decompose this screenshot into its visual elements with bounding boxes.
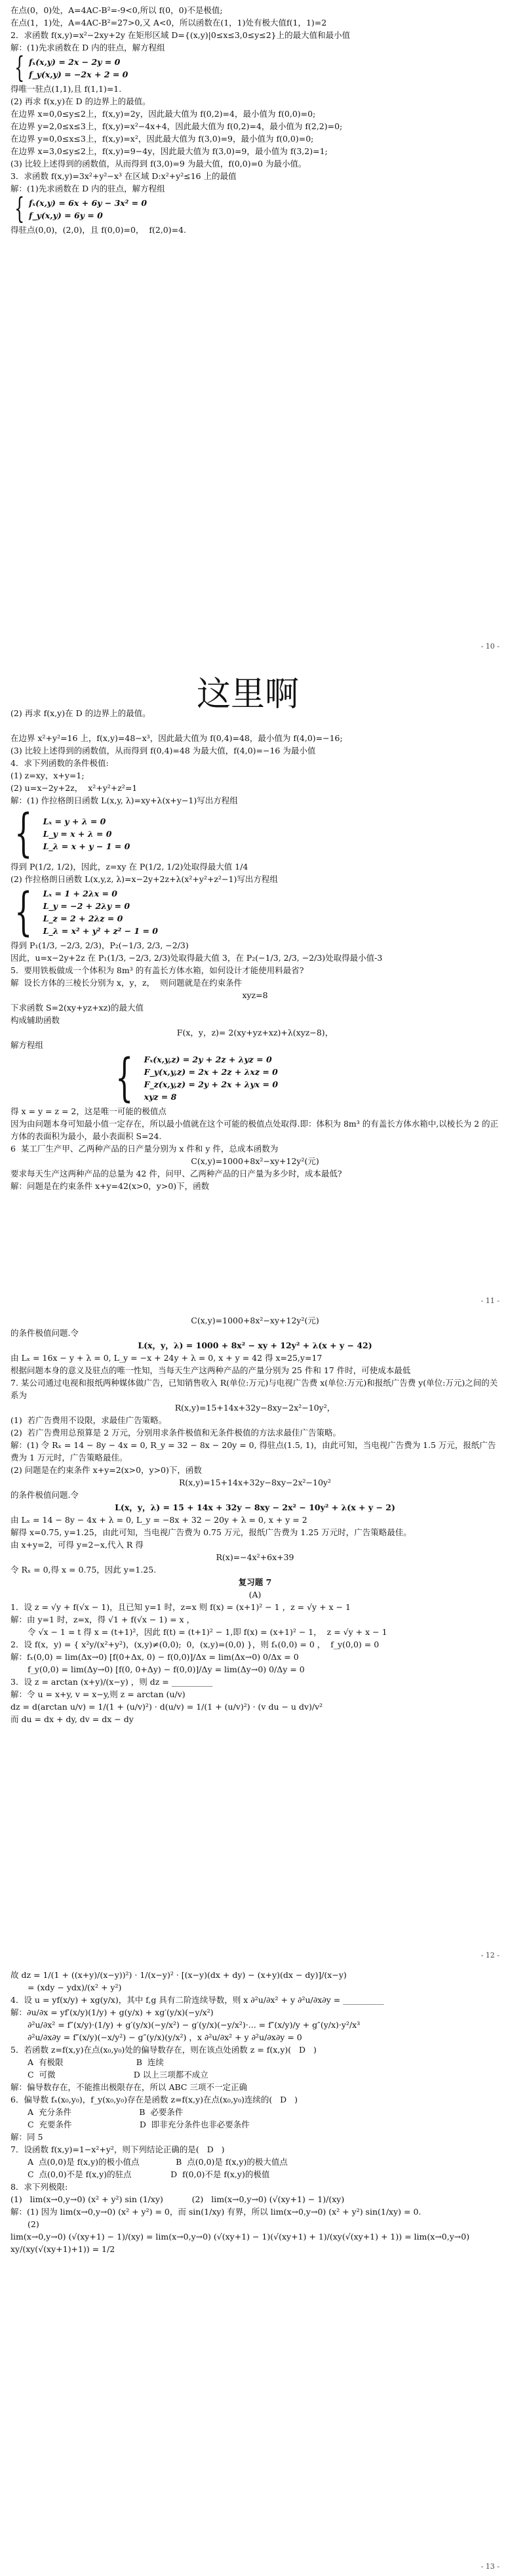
text-line: C(x,y)=1000+8x²−xy+12y²(元) (191, 1316, 319, 1325)
text-line: 7．设函数 f(x,y)=1−x²+y²，则下列结论正确的是( D ) (10, 2144, 225, 2154)
text-line: 解：同 5 (10, 2132, 43, 2142)
text-line: 解：(1)先求函数在 D 内的驻点，解方程组 (10, 43, 165, 52)
brace-glyph: { (14, 883, 33, 942)
equation-system (14, 51, 500, 85)
equation-line: L_λ = x + y − 1 = 0 (43, 841, 130, 851)
text-line: 而 du = dx + dy, dv = dx − dy (10, 1714, 134, 1724)
text-line: 解得 x=0.75, y=1.25，由此可知，当电视广告费为 0.75 万元，报纸广告费为 1.25 万元时，广告策略最佳。 (10, 1527, 412, 1537)
text-line: 由 x+y=2，可得 y=2−x,代入 R 得 (10, 1540, 144, 1550)
text-line: 的条件极值问题.令 (10, 1490, 79, 1500)
page-p10 (0, 0, 510, 656)
equation-line: f_y(x,y) = 6y = 0 (29, 211, 103, 220)
brace-glyph: { (14, 51, 25, 85)
page-body (0, 656, 510, 1192)
brace-glyph: { (14, 192, 25, 226)
text-line: (2) 作拉格朗日函数 L(x,y,z, λ)=x−2y+2z+λ(x²+y²+z²−1)写出方程组 (10, 874, 278, 884)
text-line: xyz=8 (242, 990, 268, 1000)
equation-line: L_y = x + λ = 0 (43, 828, 112, 839)
text-line: 解：fₓ(0,0) = lim(Δx→0) [f(0+Δx, 0) − f(0,0)]/Δx = lim(Δx→0) 0/Δx = 0 (10, 1652, 299, 1662)
page-body (0, 0, 510, 236)
text-line: (1) z=xy，x+y=1; (10, 771, 85, 780)
text-line (10, 719, 500, 732)
text-line: 3．求函数 f(x,y)=3x²+y²−x³ 在区域 D:x²+y²≤16 上的最值 (10, 171, 237, 181)
text-line: C(x,y)=1000+8x²−xy+12y²(元) (191, 1156, 319, 1166)
text-line: 的条件极值问题.令 (10, 1328, 79, 1338)
text-line: 5．若函数 z=f(x,y)在点(x₀,y₀)处的偏导数存在，则在该点处函数 z = f(x,y)( D ) (10, 2045, 317, 2055)
text-line: 解：令 u = x+y, v = x−y,则 z = arctan (u/v) (10, 1689, 186, 1699)
equation-system (14, 804, 500, 863)
text-line: (2) u=x−2y+2z， x²+y²+z²=1 (10, 783, 138, 793)
text-line: 6．偏导数 fₓ(x₀,y₀)，f_y(x₀,y₀)存在是函数 z=f(x,y)在点(x₀,y₀)连续的( D ) (10, 2095, 298, 2104)
text-line: 得唯一驻点(1,1),且 f(1,1)=1. (10, 84, 122, 94)
text-line: A 点(0,0)是 f(x,y)的极小值点 B 点(0,0)是 f(x,y)的极大值点 (28, 2157, 288, 2167)
text-line: 1．设 z = √y + f(√x − 1)，且已知 y=1 时，z=x 则 f(x) = (x+1)² − 1 ，z = √y + x − 1 (10, 1602, 351, 1612)
text-line: dz = d(arctan u/v) = 1/(1 + (u/v)²) · d(u/v) = 1/(1 + (u/v)²) · (v du − u dv)/v² (10, 1702, 323, 1712)
text-line: 复习题 7 (238, 1577, 272, 1587)
text-line: = (xdy − ydx)/(x² + y²) (28, 1982, 122, 1992)
text-line: 在边界 y=0,0≤x≤3上，f(x,y)=x²，因此最大值为 f(3,0)=9，最小值为 f(0,0)=0; (10, 134, 314, 144)
equation-line: L_y = −2 + 2λy = 0 (43, 901, 130, 911)
text-line: 在边界 x=3,0≤y≤2上，f(x,y)=9−4y，因此最大值为 f(3,0)=9，最小值为 f(3,2)=1; (10, 146, 328, 156)
text-line: 解：∂u/∂x = yf′(x/y)(1/y) + g(y/x) + xg′(y/x)(−y/x²) (10, 2007, 214, 2017)
text-line: 由 Lₓ = 16x − y + λ = 0, L_y = −x + 24y + λ = 0, x + y = 42 得 x=25,y=17 (10, 1353, 323, 1363)
equation-system (14, 883, 500, 942)
text-line: C 充要条件 D 即非充分条件也非必要条件 (28, 2120, 250, 2129)
page-p13 (0, 1965, 510, 2576)
text-line: (1) lim(x→0,y→0) (x² + y²) sin (1/xy) (2) lim(x→0,y→0) (√(xy+1) − 1)/(xy) (10, 2194, 345, 2204)
text-line: L(x，y，λ) = 15 + 14x + 32y − 8xy − 2x² − 10y² + λ(x + y − 2) (115, 1502, 395, 1512)
text-line: L(x，y，λ) = 1000 + 8x² − xy + 12y² + λ(x + y − 42) (138, 1340, 372, 1350)
text-line: C 点(0,0)不是 f(x,y)的驻点 D f(0,0)不是 f(x,y)的极值 (28, 2169, 270, 2179)
text-line: (2) (28, 2219, 39, 2229)
text-line: (A) (248, 1590, 262, 1600)
text-line: 故 dz = 1/(1 + ((x+y)/(x−y))²) · 1/(x−y)² · [(x−y)(dx + dy) − (x+y)(dx − dy)]/(x−y) (10, 1970, 347, 1980)
text-line: f_y(0,0) = lim(Δy→0) [f(0, 0+Δy) − f(0,0)]/Δy = lim(Δy→0) 0/Δy = 0 (28, 1664, 305, 1674)
page-body (0, 1965, 510, 2255)
text-line: (2) 再求 f(x,y)在 D 的边界上的最值。 (10, 96, 151, 106)
page-number: - 10 - (481, 642, 500, 651)
equation-line: Lₓ = 1 + 2λx = 0 (43, 889, 117, 898)
text-line: (3) 比较上述得到的函数值，从而得到 f(0,4)=48 为最大值，f(4,0)=−16 为最小值 (10, 746, 316, 755)
text-line: ∂²u/∂x∂y = f″(x/y)(−x/y²) − g″(y/x)(y/x²) ，x ∂²u/∂x² + y ∂²u/∂x∂y = 0 (28, 2032, 302, 2042)
equation-line: L_z = 2 + 2λz = 0 (43, 914, 123, 923)
page-number: - 12 - (481, 1951, 500, 1960)
text-line: 因为由问题本身可知最小值一定存在，所以最小值就在这个可能的极值点处取得.即：体积为 8m³ 的有盖长方体水箱中,以棱长为 2 的正方体的表面积为最小，最小表面积 S=24. (10, 1119, 499, 1141)
text-line: 解：由 y=1 时，z=x，得 √1 + f(√x − 1) = x ， (10, 1615, 195, 1624)
text-line: R(x)=−4x²+6x+39 (216, 1552, 294, 1562)
text-line: 7. 某公司通过电视和报纸两种媒体做广告，已知销售收入 R(单位:万元)与电视广告费 x(单位:万元)和报纸广告费 y(单位:万元)之间的关系为 (10, 1378, 498, 1400)
text-line: 2．设 f(x，y) = { x²y/(x²+y²)，(x,y)≠(0,0); 0，(x,y)=(0,0) }，则 fₓ(0,0) = 0 ， f_y(0,0) = 0 (10, 1640, 380, 1649)
text-line: A 充分条件 B 必要条件 (28, 2107, 184, 2117)
page-number: - 11 - (481, 1297, 500, 1305)
big-heading: 这里啊 (197, 675, 300, 714)
page-p12 (0, 1310, 510, 1965)
text-line: 由 Lₓ = 14 − 8y − 4x + λ = 0, L_y = −8x + 32 − 20y + λ = 0, x + y = 2 (10, 1515, 307, 1525)
text-line: 在边界 x=0,0≤y≤2上，f(x,y)=2y，因此最大值为 f(0,2)=4，最小值为 f(0,0)=0; (10, 109, 316, 119)
text-line: 解：(1) 因为 lim(x→0,y→0) (x² + y²) = 0，而 sin(1/xy) 有界，所以 lim(x→0,y→0) (x² + y²) sin(1/xy) = 0. (10, 2207, 422, 2217)
text-line: 解：偏导数存在，不能推出极限存在，所以 ABC 三项不一定正确 (10, 2082, 247, 2092)
equation-line: f_y(x,y) = −2x + 2 = 0 (29, 70, 128, 79)
text-line: 令 Rₓ = 0,得 x = 0.75，因此 y=1.25. (10, 1565, 157, 1575)
text-line: 下求函数 S=2(xy+yz+xz)的最大值 (10, 1003, 144, 1013)
equation-line: L_λ = x² + y² + z² − 1 = 0 (43, 926, 158, 936)
text-line: 得到 P(1/2, 1/2)，因此，z=xy 在 P(1/2, 1/2)处取得最大值 1/4 (10, 862, 248, 872)
text-line: 3．设 z = arctan (x+y)/(x−y) ，则 dz = __________ (10, 1677, 213, 1687)
equation-system (115, 1049, 500, 1108)
text-line: 在边界 x²+y²=16 上，f(x,y)=48−x³，因此最大值为 f(0,4)=48，最小值为 f(4,0)=−16; (10, 733, 343, 743)
text-line: 在边界 y=2,0≤x≤3上，f(x,y)=x²−4x+4，因此最大值为 f(0,2)=4，最小值为 f(2,2)=0; (10, 121, 343, 131)
equation-line: xyz = 8 (144, 1092, 177, 1102)
equation-line: fₓ(x,y) = 6x + 6y − 3x² = 0 (29, 198, 147, 208)
text-line: 因此，u=x−2y+2z 在 P₁(1/3, −2/3, 2/3)处取得最大值 3，在 P₂(−1/3, 2/3, −2/3)处取得最小值-3 (10, 953, 383, 963)
text-line: 令 √x − 1 = t 得 x = (t+1)²，因此 f(t) = (t+1)² − 1,即 f(x) = (x+1)² − 1， z = √y + x − 1 (28, 1627, 387, 1637)
text-line: R(x,y)=15+14x+32y−8xy−2x²−10y² (179, 1478, 331, 1487)
brace-glyph: { (115, 1049, 134, 1108)
text-line: ∂²u/∂x² = f″(x/y)·(1/y) + g′(y/x)(−y/x²) − g′(y/x)(−y/x²)·... = f″(x/y)/y + g″(y/x)·y²/x³ (28, 2020, 361, 2030)
text-line: R(x,y)=15+14x+32y−8xy−2x²−10y²， (174, 1403, 336, 1413)
text-line: 5．要用铁板做成一个体积为 8m³ 的有盖长方体水箱，如何设计才能使用料最省? (10, 965, 304, 975)
text-line: 得 x = y = z = 2，这是唯一可能的极值点 (10, 1106, 167, 1116)
text-line: (2) 再求 f(x,y)在 D 的边界上的最值。 (10, 708, 151, 718)
page-p11 (0, 656, 510, 1310)
text-line: 在点(1，1)处，A=4AC-B²=27>0,又 A<0，所以函数在(1，1)处有极大值f(1，1)=2 (10, 18, 327, 28)
text-line: (2) 若广告费用总预算是 2 万元，分别用求条件极值和无条件极值的方法求最佳广告策略。 (10, 1428, 342, 1438)
text-line: 4．求下列函数的条件极值: (10, 758, 109, 768)
equation-line: F_y(x,y,z) = 2x + 2z + λxz = 0 (144, 1067, 278, 1077)
text-line: 在点(0，0)处，A=4AC-B²=-9<0,所以 f(0，0)不是极值; (10, 5, 223, 15)
text-line: 解：(1) 作拉格朗日函数 L(x,y, λ)=xy+λ(x+y−1)写出方程组 (10, 795, 238, 805)
text-line: F(x，y，z)= 2(xy+yz+xz)+λ(xyz−8)， (176, 1028, 334, 1037)
text-line: 解 设长方体的三棱长分别为 x，y，z， 则问题就是在约束条件 (10, 978, 243, 988)
text-line: (3) 比较上述得到的函数值，从而得到 f(3,0)=9 为最大值，f(0,0)=0 为最小值。 (10, 159, 307, 169)
text-line: 要求每天生产这两种产品的总量为 42 件，问甲、乙两种产品的日产量为多少时，成本最低? (10, 1169, 342, 1178)
text-line: A 有极限 B 连续 (28, 2057, 164, 2067)
text-line: (2) 问题是在约束条件 x+y=2(x>0，y>0)下，函数 (10, 1465, 202, 1475)
equation-line: Lₓ = y + λ = 0 (43, 816, 106, 826)
equation-line: F_z(x,y,z) = 2y + 2x + λyx = 0 (144, 1079, 279, 1089)
brace-glyph: { (14, 804, 33, 863)
text-line: 解方程组 (10, 1040, 44, 1050)
equation-line: fₓ(x,y) = 2x − 2y = 0 (29, 57, 121, 67)
text-line: 根据问题本身的意义及驻点的唯一性知，当每天生产这两种产品的产量分别为 25 件和 17 件时，可使成本最低 (10, 1365, 411, 1375)
text-line: C 可微 D 以上三项都不成立 (28, 2070, 208, 2080)
text-line: (1) 若广告费用不设限，求最佳广告策略。 (10, 1415, 167, 1425)
text-line: 得到 P₁(1/3, −2/3, 2/3)，P₂(−1/3, 2/3, −2/3) (10, 940, 189, 950)
text-line: 解：(1) 令 Rₓ = 14 − 8y − 4x = 0, R_y = 32 − 8x − 20y = 0, 得驻点(1.5, 1)，由此可知，当电视广告费为 1.5 万元，报纸广告费为 1 万元时，广告策略最佳。 (10, 1440, 496, 1462)
text-line: 8．求下列极限: (10, 2182, 68, 2192)
text-line: 6 某工厂生产甲、乙两种产品的日产量分别为 x 件和 y 件，总成本函数为 (10, 1144, 279, 1154)
equation-line: Fₓ(x,y,z) = 2y + 2z + λyz = 0 (144, 1055, 272, 1064)
text-line: 得驻点(0,0)，(2,0)，且 f(0,0)=0， f(2,0)=4. (10, 225, 187, 235)
equation-system (14, 192, 500, 226)
text-line: 构成辅助函数 (10, 1015, 60, 1025)
text-line: 解：(1)先求函数在 D 内的驻点，解方程组 (10, 184, 165, 193)
text-line: lim(x→0,y→0) (√(xy+1) − 1)/(xy) = lim(x→0,y→0) (√(xy+1) − 1)(√(xy+1) + 1)/(xy(√(xy+1) + 1)) = lim(x→0,y→0) xy/(xy(√(xy+1)+1)) = 1/2 (10, 2232, 473, 2254)
text-line: 解：问题是在约束条件 x+y=42(x>0，y>0)下，函数 (10, 1181, 210, 1191)
page-number: - 13 - (481, 2562, 500, 2571)
text-line: 4．设 u = yf(x/y) + xg(y/x)，其中 f,g 具有二阶连续导数，则 x ∂²u/∂x² + y ∂²u/∂x∂y = __________ (10, 1995, 384, 2005)
page-body (0, 1310, 510, 1725)
text-line: 2．求函数 f(x,y)=x²−2xy+2y 在矩形区域 D={(x,y)|0≤x≤3,0≤y≤2}上的最大值和最小值 (10, 30, 351, 40)
